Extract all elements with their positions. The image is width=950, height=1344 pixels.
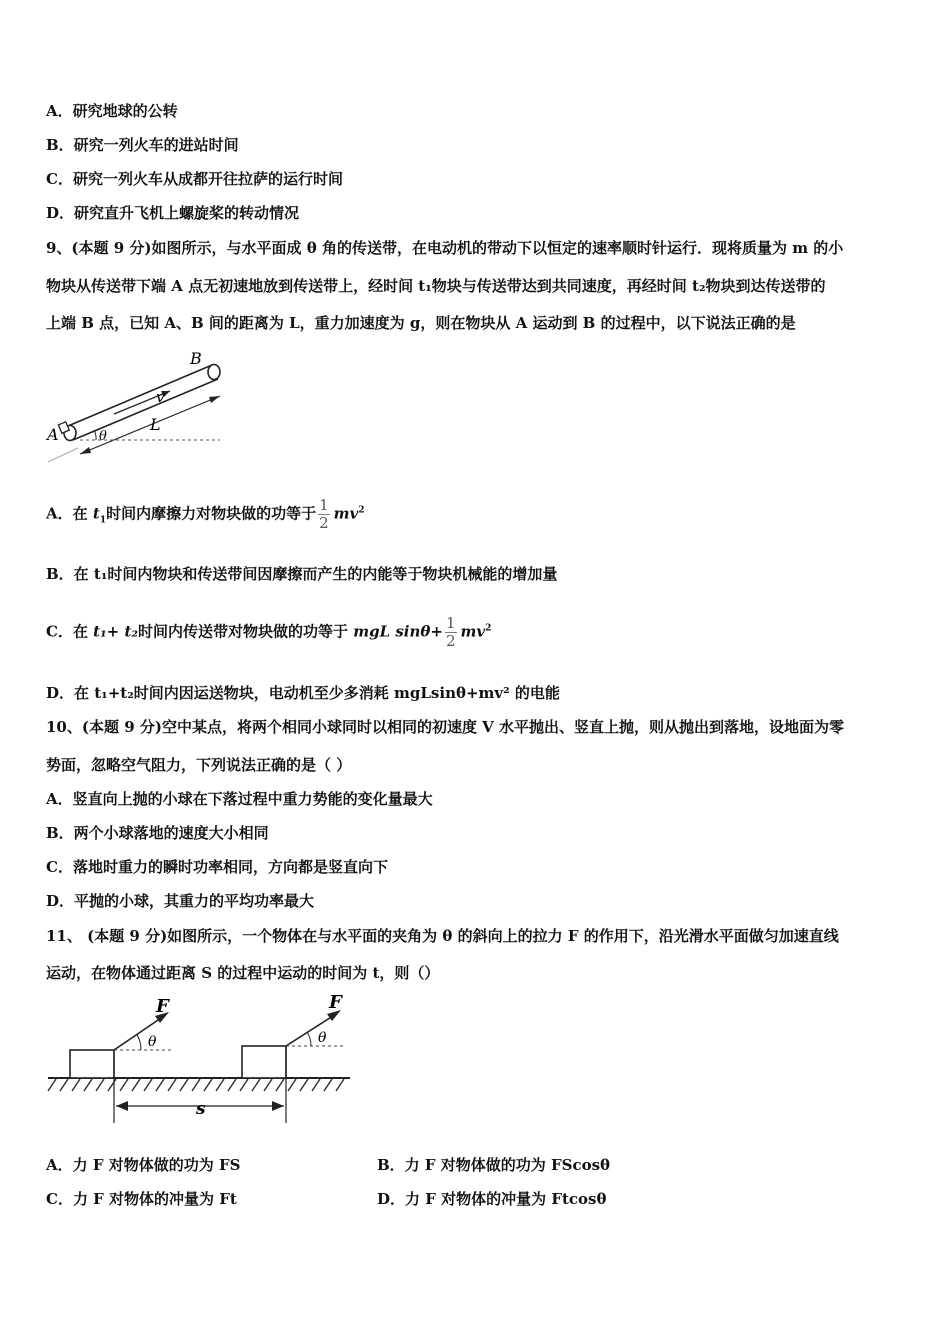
q9-stem-line-1: 9、(本题 9 分)如图所示，与水平面成 θ 角的传送带，在电动机的带动下以恒定的速率顺时针运行．现将质量为 m 的小 xyxy=(46,239,844,257)
label-theta: θ xyxy=(99,429,107,444)
q9-option-a xyxy=(46,497,365,532)
q10-stem-line-1: 10、(本题 9 分)空中某点，将两个相同小球同时以相同的初速度 V 水平抛出、竖直上抛，则从抛出到落地，设地面为零 xyxy=(46,718,845,736)
q11-option-c: C．力 F 对物体的冲量为 Ft xyxy=(46,1190,237,1208)
q9-option-a-prefix: A．在 xyxy=(46,504,93,523)
fraction-denominator: 2 xyxy=(319,514,329,532)
q9-option-b: B．在 t₁时间内物块和传送带间因摩擦而产生的内能等于物块机械能的增加量 xyxy=(46,565,558,583)
pulled-block-figure xyxy=(46,990,356,1130)
q10-option-d: D．平抛的小球，其重力的平均功率最大 xyxy=(46,892,315,910)
label-l: L xyxy=(150,415,161,434)
fraction-numerator: 1 xyxy=(319,496,329,514)
q9-option-c-mv: mv xyxy=(460,622,486,641)
conveyor-belt-figure xyxy=(44,344,234,469)
label-theta2: θ xyxy=(318,1030,327,1046)
q9-option-a-t: t xyxy=(92,504,100,523)
q9-option-a-t-sub: 1 xyxy=(99,515,107,526)
q11-option-a: A．力 F 对物体做的功为 FS xyxy=(46,1156,241,1174)
q10-option-b: B．两个小球落地的速度大小相同 xyxy=(46,824,269,842)
q11-option-b: B．力 F 对物体做的功为 FScosθ xyxy=(377,1156,611,1174)
q8-option-a: A．研究地球的公转 xyxy=(46,102,178,120)
label-s: s xyxy=(196,1099,206,1119)
q10-option-a: A．竖直向上抛的小球在下落过程中重力势能的变化量最大 xyxy=(46,790,433,808)
fraction-denominator: 2 xyxy=(445,632,456,650)
q8-option-d: D．研究直升飞机上螺旋桨的转动情况 xyxy=(46,204,300,222)
q8-option-c: C．研究一列火车从成都开往拉萨的运行时间 xyxy=(46,170,343,188)
q9-option-c-prefix: C．在 xyxy=(46,622,94,641)
q9-option-d: D．在 t₁+t₂时间内因运送物块，电动机至少多消耗 mgLsinθ+mv² 的电能 xyxy=(46,684,560,702)
q9-stem-line-3: 上端 B 点，已知 A、B 间的距离为 L，重力加速度为 g，则在物块从 A 运动到 B 的过程中，以下说法正确的是 xyxy=(46,314,796,332)
label-f2: F xyxy=(329,992,342,1013)
fraction-numerator: 1 xyxy=(445,614,456,632)
label-theta1: θ xyxy=(148,1034,157,1050)
q9-option-a-fraction xyxy=(318,497,330,532)
label-a: A xyxy=(47,425,59,444)
q8-option-b: B．研究一列火车的进站时间 xyxy=(46,136,239,154)
q9-option-c-sup: 2 xyxy=(485,623,492,634)
q11-stem-line-1: 11、 (本题 9 分)如图所示，一个物体在与水平面的夹角为 θ 的斜向上的拉力 F 的作用下，沿光滑水平面做匀加速直线 xyxy=(46,927,839,945)
q9-option-c-fraction xyxy=(445,615,457,650)
q9-option-c-middle: 时间内传送带对物块做的功等于 xyxy=(137,622,354,641)
q9-stem-line-2: 物块从传送带下端 A 点无初速地放到传送带上，经时间 t₁物块与传送带达到共同速度，再经时间 t₂物块到达传送带的 xyxy=(46,277,826,295)
q9-option-c-formula: mgL sinθ+ xyxy=(353,622,443,641)
label-v: v xyxy=(156,388,165,406)
label-b: B xyxy=(190,349,202,368)
q9-option-a-middle: 时间内摩擦力对物块做的功等于 xyxy=(106,504,317,523)
q11-option-d: D．力 F 对物体的冲量为 Ftcosθ xyxy=(377,1190,607,1208)
q10-option-c: C．落地时重力的瞬时功率相同，方向都是竖直向下 xyxy=(46,858,388,876)
q9-option-c xyxy=(46,615,491,650)
q10-stem-line-2: 势面，忽略空气阻力，下列说法正确的是（ ） xyxy=(46,756,352,774)
q9-option-a-sup: 2 xyxy=(358,505,365,516)
q9-option-a-mv: mv xyxy=(333,504,359,523)
q9-option-c-t: t₁+ t₂ xyxy=(93,622,138,641)
label-f1: F xyxy=(156,996,169,1017)
q11-stem-line-2: 运动，在物体通过距离 S 的过程中运动的时间为 t，则（） xyxy=(46,964,440,982)
